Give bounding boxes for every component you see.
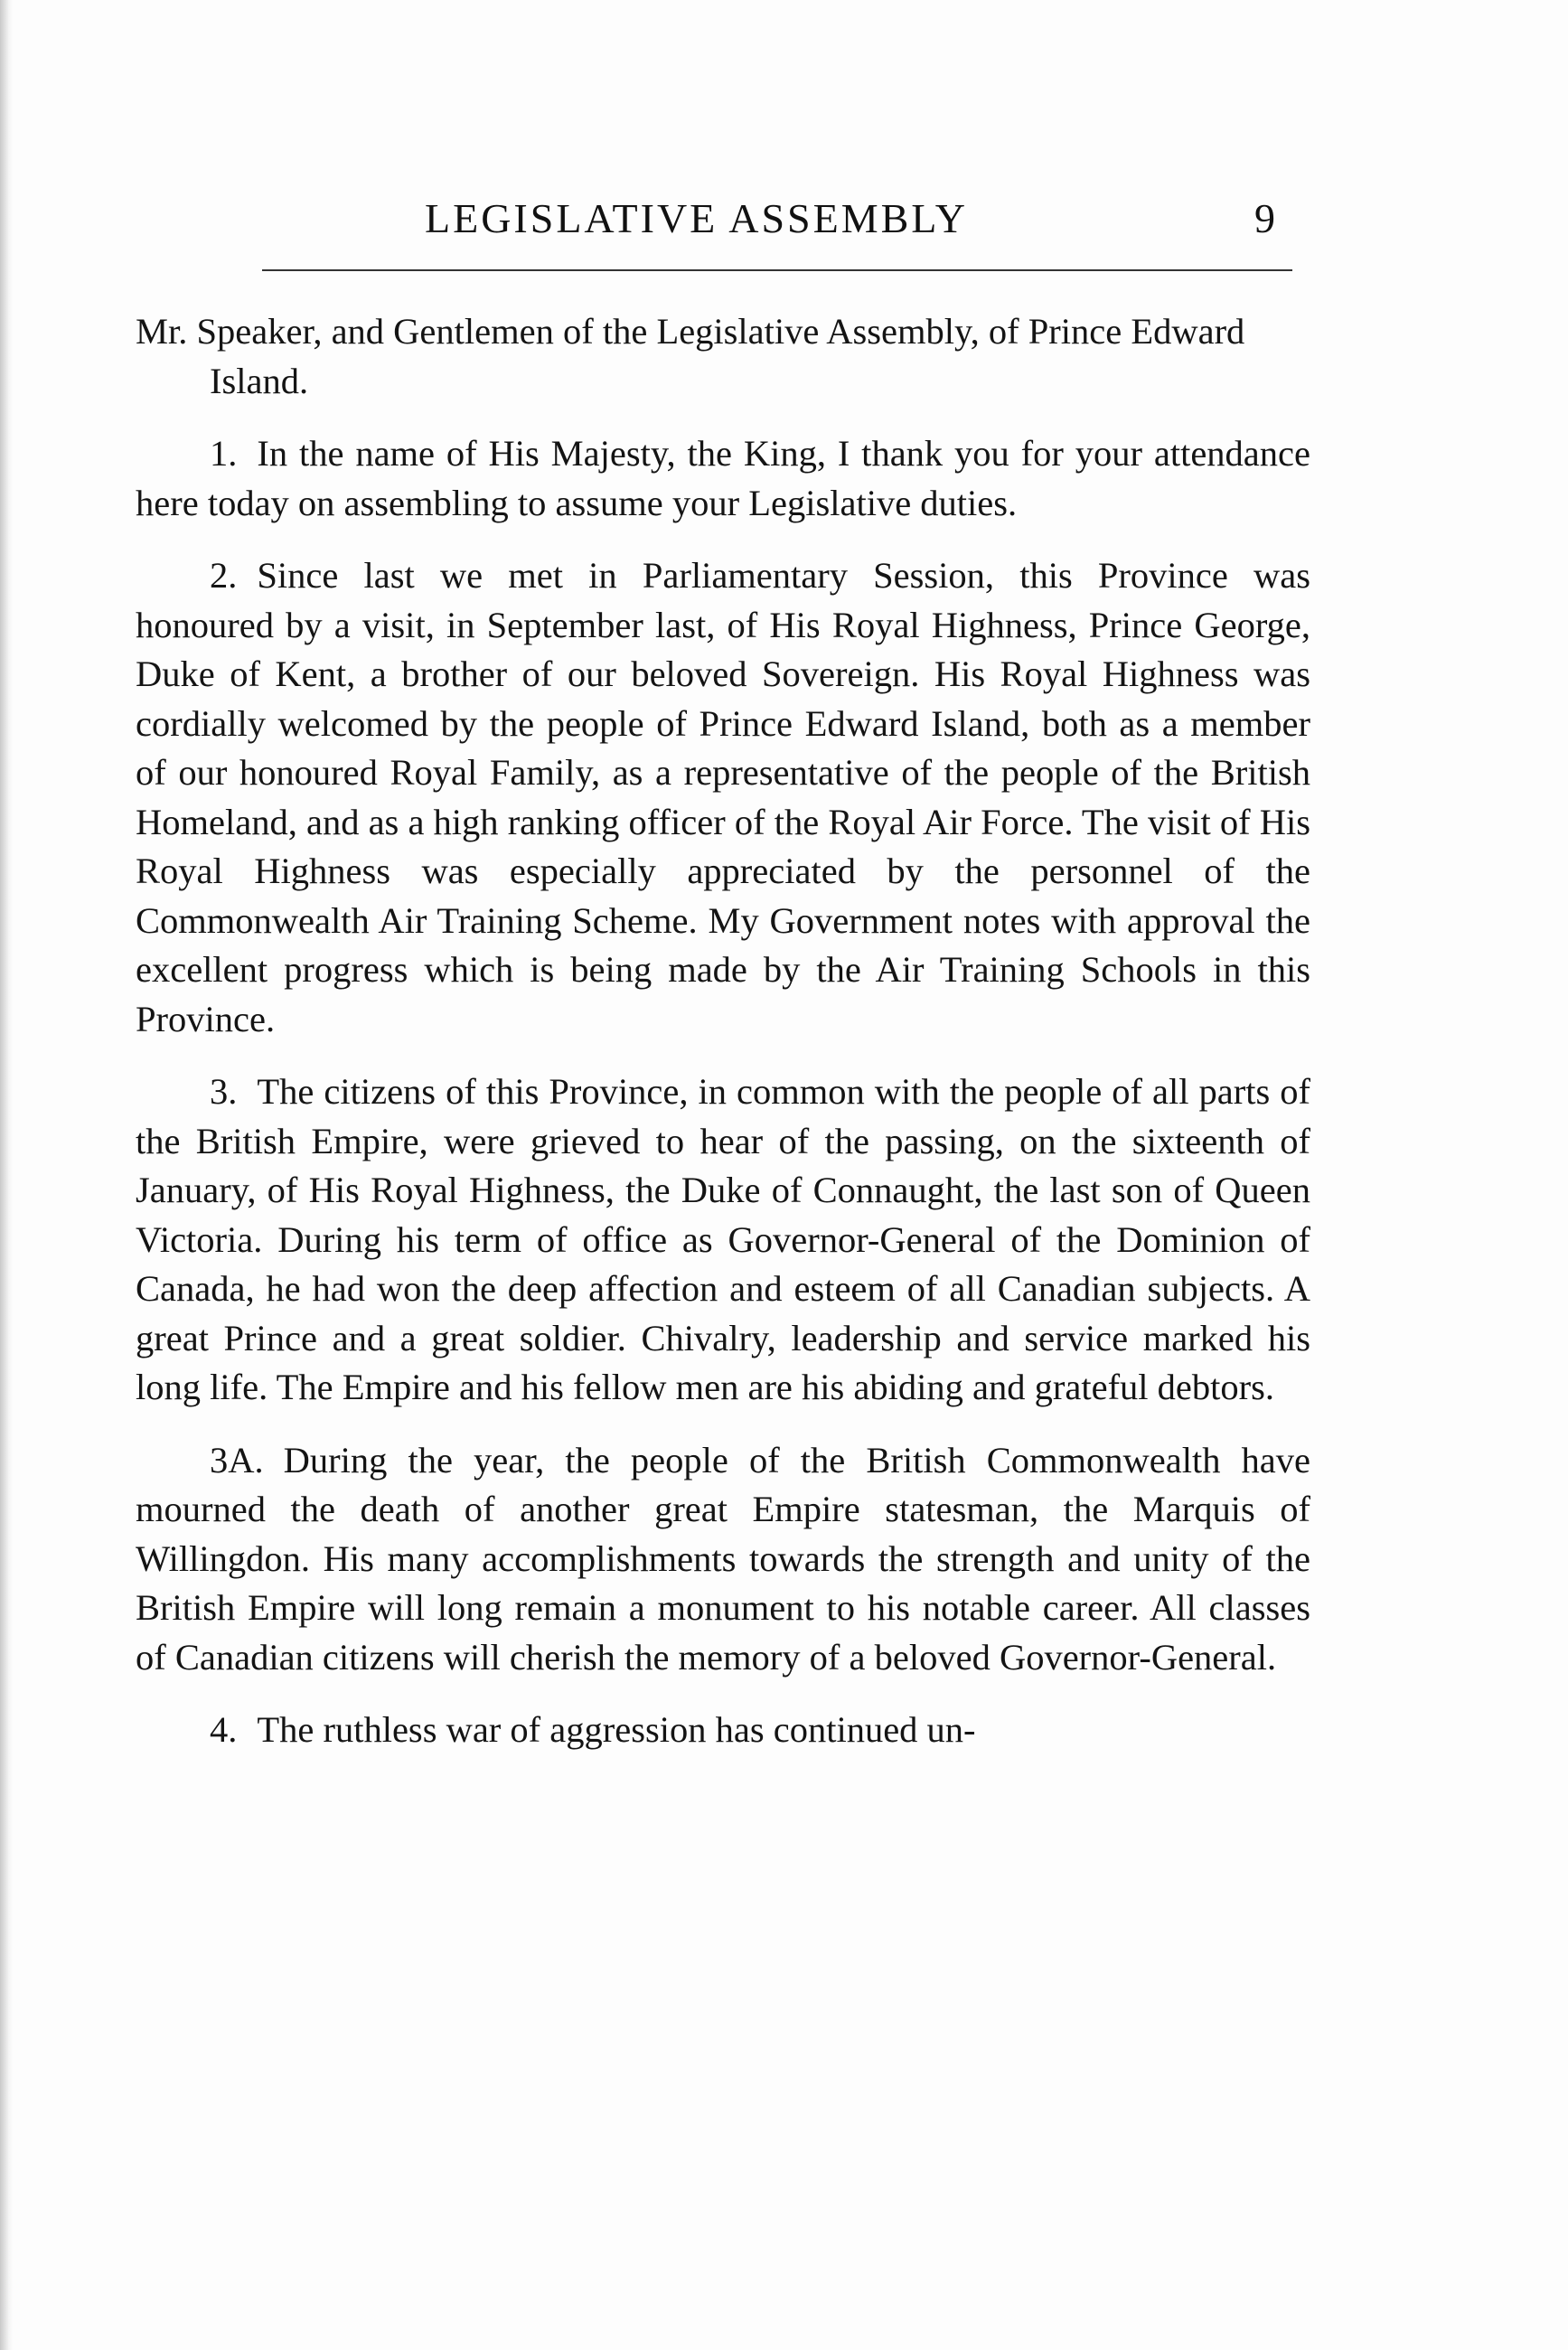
paragraph-number: 4. bbox=[210, 1709, 238, 1750]
paragraph-text: In the name of His Majesty, the King, I thank you for your attendance here today on assembling to assume your Legislative duties. bbox=[136, 433, 1310, 523]
paragraph-3 bbox=[136, 1067, 1310, 1413]
document-body bbox=[136, 307, 1310, 1779]
page-header bbox=[0, 194, 1568, 249]
paragraph-text: The citizens of this Province, in common with the people of all parts of the British Empire, were grieved to hear of the passing, on the sixteenth of January, of His Royal Highness, the Duke of Connaught, the last son of Queen Victoria. During his term of office as Governor-General of the Dominion of Canada, he had won the deep affection and esteem of all Canadian subjects. A great Prince and a great soldier. Chivalry, leadership and service marked his long life. The Empire and his fellow men are his abiding and grateful debtors. bbox=[136, 1071, 1310, 1407]
paragraph-1 bbox=[136, 429, 1310, 528]
paragraph-number: 2. bbox=[210, 555, 238, 596]
paragraph-number: 3A. bbox=[210, 1439, 264, 1480]
paragraph-number: 1. bbox=[210, 433, 238, 474]
page-gutter-shadow bbox=[0, 0, 13, 2350]
paragraph-3a bbox=[136, 1436, 1310, 1683]
salutation: Mr. Speaker, and Gentlemen of the Legislative Assembly, of Prince Edward Island. bbox=[136, 311, 1245, 401]
paragraph-text: During the year, the people of the British Commonwealth have mourned the death of another great Empire statesman, the Marquis of Willingdon. His many accomplishments towards the strength and unity of the British Empire will long remain a monument to his notable career. All classes of Canadian citizens will cherish the memory of a beloved Governor-General. bbox=[136, 1439, 1310, 1678]
paragraph-text: The ruthless war of aggression has continued un- bbox=[257, 1709, 976, 1750]
paragraph-2 bbox=[136, 551, 1310, 1044]
running-title: LEGISLATIVE ASSEMBLY bbox=[425, 195, 969, 241]
header-rule bbox=[262, 269, 1292, 271]
paragraph-4 bbox=[136, 1706, 1310, 1755]
paragraph-text: Since last we met in Parliamentary Session, this Province was honoured by a visit, in September last, of His Royal Highness, Prince George, Duke of Kent, a brother of our beloved Sovereign. His Royal Highness was cordially welcomed by the people of Prince Edward Island, both as a member of our honoured Royal Family, as a representative of the people of the British Homeland, and as a high ranking officer of the Royal Air Force. The visit of His Royal Highness was especially appreciated by the personnel of the Commonwealth Air Training Scheme. My Government notes with approval the excellent progress which is being made by the Air Training Schools in this Province. bbox=[136, 555, 1310, 1039]
page-number: 9 bbox=[1254, 195, 1275, 241]
paragraph-number: 3. bbox=[210, 1071, 238, 1112]
